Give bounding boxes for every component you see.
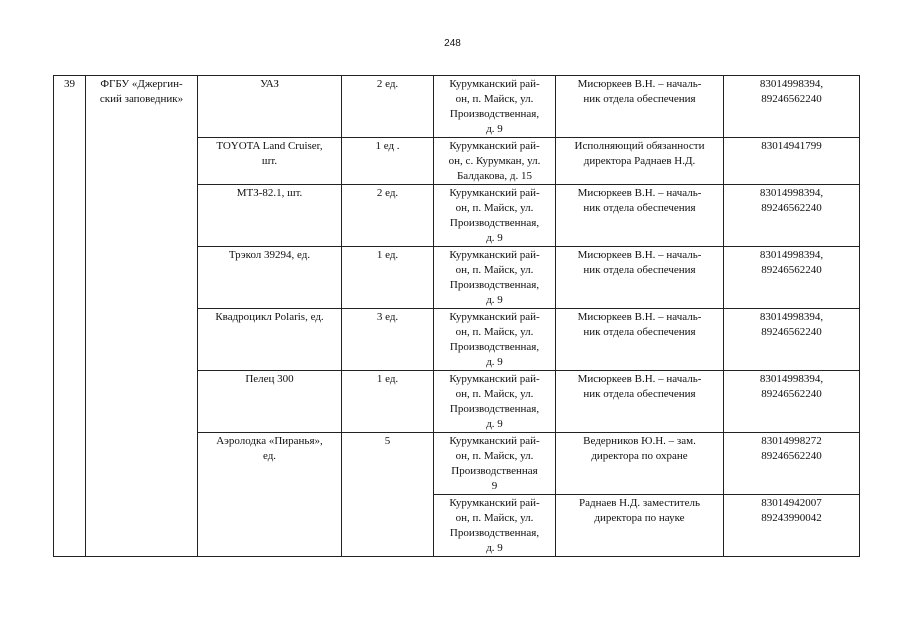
quantity-cell: 1 ед. [342,247,434,309]
responsible-person-cell: Мисюркеев В.Н. – началь- ник отдела обеспечения [556,309,724,371]
organization-name: ФГБУ «Джергин- ский заповедник» [86,76,198,557]
responsible-person-cell: Ведерников Ю.Н. – зам. директора по охране [556,433,724,495]
vehicle-table [53,75,860,557]
quantity-cell: 3 ед. [342,309,434,371]
responsible-person-cell: Раднаев Н.Д. заместитель директора по науке [556,495,724,557]
page-number: 248 [444,38,461,49]
phone-cell: 83014998394, 89246562240 [724,185,860,247]
vehicle-cell: Пелец 300 [198,371,342,433]
address-cell: Курумканский рай- он, п. Майск, ул. Производственная, д. 9 [434,495,556,557]
quantity-cell: 1 ед . [342,138,434,185]
address-cell: Курумканский рай- он, п. Майск, ул. Производственная, д. 9 [434,247,556,309]
phone-cell: 83014998394, 89246562240 [724,309,860,371]
vehicle-cell: TOYOTA Land Cruiser, шт. [198,138,342,185]
vehicle-cell: Аэролодка «Пиранья», ед. [198,433,342,557]
phone-cell: 83014998394, 89246562240 [724,247,860,309]
address-cell: Курумканский рай- он, п. Майск, ул. Производственная, д. 9 [434,185,556,247]
entry-number: 39 [54,76,86,557]
quantity-cell: 1 ед. [342,371,434,433]
responsible-person-cell: Мисюркеев В.Н. – началь- ник отдела обеспечения [556,185,724,247]
quantity-cell: 2 ед. [342,185,434,247]
vehicle-cell: МТЗ-82.1, шт. [198,185,342,247]
vehicle-cell: УАЗ [198,76,342,138]
responsible-person-cell: Мисюркеев В.Н. – началь- ник отдела обеспечения [556,371,724,433]
address-cell: Курумканский рай- он, п. Майск, ул. Производственная, д. 9 [434,309,556,371]
quantity-cell: 5 [342,433,434,557]
quantity-cell: 2 ед. [342,76,434,138]
address-cell: Курумканский рай- он, п. Майск, ул. Производственная 9 [434,433,556,495]
phone-cell: 83014998272 89246562240 [724,433,860,495]
address-cell: Курумканский рай- он, п. Майск, ул. Производственная, д. 9 [434,371,556,433]
phone-cell: 83014941799 [724,138,860,185]
phone-cell: 83014998394, 89246562240 [724,371,860,433]
responsible-person-cell: Исполняющий обязанности директора Раднаев Н.Д. [556,138,724,185]
address-cell: Курумканский рай- он, п. Майск, ул. Производственная, д. 9 [434,76,556,138]
vehicle-cell: Квадроцикл Polaris, ед. [198,309,342,371]
phone-cell: 83014998394, 89246562240 [724,76,860,138]
vehicle-cell: Трэкол 39294, ед. [198,247,342,309]
responsible-person-cell: Мисюркеев В.Н. – началь- ник отдела обеспечения [556,76,724,138]
table-row [54,76,860,138]
phone-cell: 83014942007 89243990042 [724,495,860,557]
responsible-person-cell: Мисюркеев В.Н. – началь- ник отдела обеспечения [556,247,724,309]
address-cell: Курумканский рай- он, с. Курумкан, ул. Балдакова, д. 15 [434,138,556,185]
